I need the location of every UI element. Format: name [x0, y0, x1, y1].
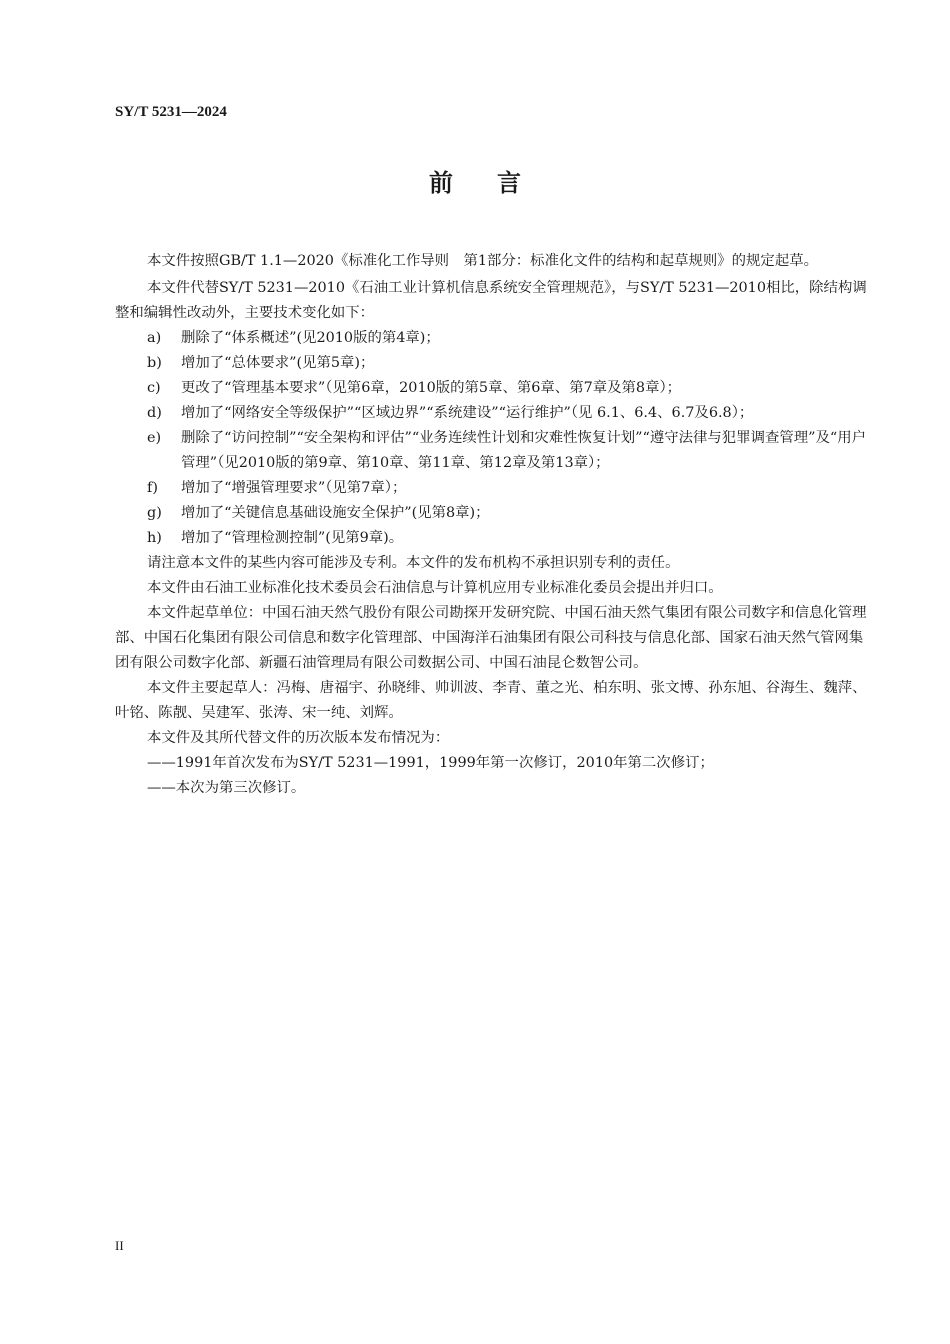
- list-item-text: 删除了“体系概述”(见2010版的第4章)；: [181, 330, 440, 346]
- list-item: [115, 476, 867, 501]
- document-code: SY/T 5231—2024: [115, 104, 227, 120]
- list-item: [115, 426, 867, 476]
- paragraph-replacement: 本文件代替SY/T 5231—2010《石油工业计算机信息系统安全管理规范》，与SY/T 5231—2010相比，除结构调整和编辑性改动外，主要技术变化如下：: [115, 280, 867, 321]
- list-item-text: 增加了“网络安全等级保护”“区域边界”“系统建设”“运行维护”（见 6.1、6.4、6.7及6.8）；: [181, 405, 754, 421]
- list-item-text: 更改了“管理基本要求”（见第6章，2010版的第5章、第6章、第7章及第8章）；: [181, 380, 682, 396]
- list-item-text: 删除了“访问控制”“安全架构和评估”“业务连续性计划和灾难性恢复计划”“遵守法律与犯罪调查管理”及“用户管理”（见2010版的第9章、第10章、第11章、第12章及第13章）；: [181, 430, 867, 471]
- list-item-mark: b): [147, 355, 162, 371]
- history-item: ——本次为第三次修订。: [147, 780, 306, 796]
- changes-list: [115, 326, 867, 551]
- list-item-mark: c): [147, 380, 161, 396]
- list-item-text: 增加了“增强管理要求”（见第7章）；: [181, 480, 407, 496]
- drafting-units: 本文件起草单位：中国石油天然气股份有限公司勘探开发研究院、中国石油天然气集团有限公司数字和信息化管理部、中国石化集团有限公司信息和数字化管理部、中国海洋石油集团有限公司科技与信息化部、国家石油天然气管网集团有限公司数字化部、新疆石油管理局有限公司数据公司、中国石油昆仑数智公司。: [115, 605, 867, 671]
- list-item-text: 增加了“关键信息基础设施安全保护”(见第8章)；: [181, 505, 490, 521]
- history-item: ——1991年首次发布为SY/T 5231—1991，1999年第一次修订，2010年第二次修订；: [147, 755, 714, 771]
- patent-statement: 请注意本文件的某些内容可能涉及专利。本文件的发布机构不承担识别专利的责任。: [147, 555, 680, 571]
- page-title: 前言: [429, 169, 565, 197]
- list-item: [115, 351, 867, 376]
- list-item-text: 增加了“管理检测控制”(见第9章)。: [181, 530, 404, 546]
- list-item: [115, 401, 867, 426]
- list-item-mark: d): [147, 405, 162, 421]
- list-item-mark: e): [147, 430, 162, 446]
- paragraph-drafting-basis: 本文件按照GB/T 1.1—2020《标准化工作导则 第1部分：标准化文件的结构和起草规则》的规定起草。: [147, 253, 818, 269]
- list-item-mark: h): [147, 530, 162, 546]
- list-item-text: 增加了“总体要求”(见第5章)；: [181, 355, 375, 371]
- list-item-mark: a): [147, 330, 162, 346]
- list-item: [115, 376, 867, 401]
- proposer-statement: 本文件由石油工业标准化技术委员会石油信息与计算机应用专业标准化委员会提出并归口。: [147, 580, 723, 596]
- page-number: II: [115, 1238, 124, 1253]
- history-intro: 本文件及其所代替文件的历次版本发布情况为：: [147, 730, 450, 746]
- foreword-body: [115, 249, 867, 801]
- list-item: [115, 526, 867, 551]
- list-item-mark: g): [147, 505, 162, 521]
- list-item: [115, 326, 867, 351]
- list-item: [115, 501, 867, 526]
- list-item-mark: f): [147, 480, 158, 496]
- drafters: 本文件主要起草人：冯梅、唐福宇、孙晓绯、帅训波、李青、董之光、柏东明、张文博、孙东旭、谷海生、魏萍、叶铭、陈靓、吴建军、张涛、宋一纯、刘辉。: [115, 680, 867, 721]
